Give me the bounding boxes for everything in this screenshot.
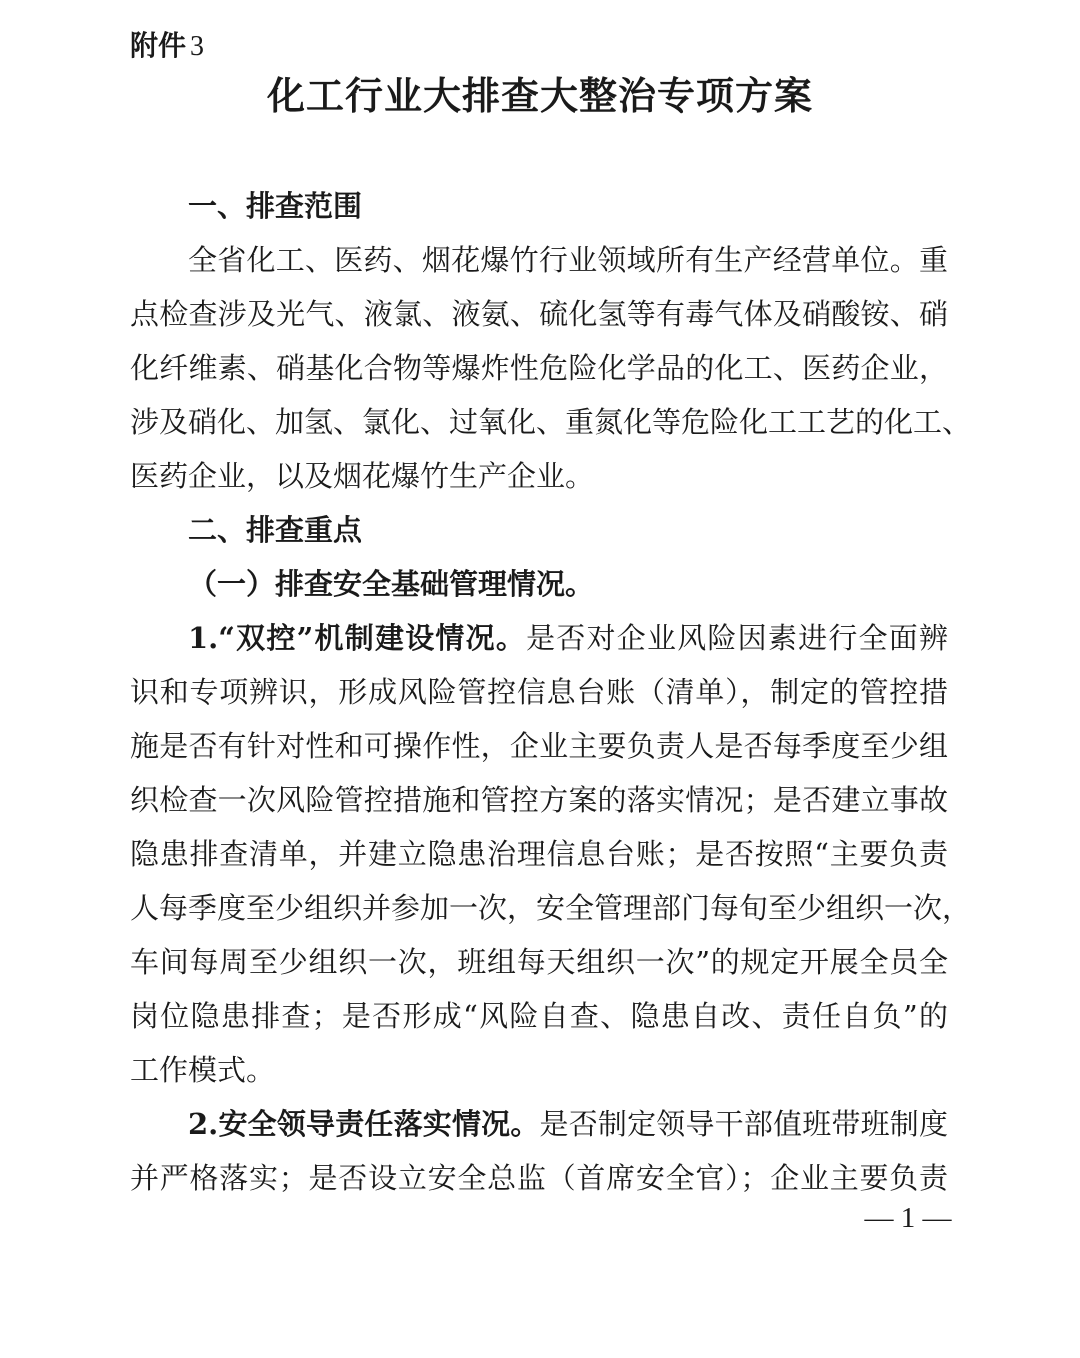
attachment-number: 3 [190,31,205,62]
section-heading-focus: 二、排查重点 [188,513,363,547]
attachment-label [130,28,204,65]
item-first-line [188,618,948,658]
subsection-heading: （一）排查安全基础管理情况。 [188,567,595,601]
paragraph-line: 车间每周至少组织一次，班组每天组织一次”的规定开展全员全 [130,945,948,979]
paragraph-line: 涉及硝化、加氢、氯化、过氧化、重氮化等危险化工工艺的化工、 [130,405,972,439]
paragraph-line: 医药企业，以及烟花爆竹生产企业。 [130,459,595,493]
item-text: 是否制定领导干部值班带班制度 [539,1107,948,1141]
paragraph-line: 识和专项辨识，形成风险管控信息台账（清单），制定的管控措 [130,675,948,709]
paragraph-line: 施是否有针对性和可操作性，企业主要负责人是否每季度至少组 [130,729,948,763]
paragraph-line: 织检查一次风险管控措施和管控方案的落实情况；是否建立事故 [130,783,948,817]
paragraph-line: 工作模式。 [130,1053,276,1087]
document-title: 化工行业大排查大整治专项方案 [266,74,813,118]
attachment-word: 附件 [130,29,187,62]
section-heading-scope: 一、排查范围 [188,189,363,223]
paragraph-line: 点检查涉及光气、液氯、液氨、硫化氢等有毒气体及硝酸铵、硝 [130,297,948,331]
item-first-line [188,1104,948,1144]
page-number: — 1 — [864,1202,952,1234]
paragraph-line: 隐患排查清单，并建立隐患治理信息台账；是否按照“主要负责 [130,837,948,871]
item-title: 1.“双控”机制建设情况。 [188,621,527,655]
item-text: 是否对企业风险因素进行全面辨 [526,621,948,655]
paragraph-line: 岗位隐患排查；是否形成“风险自查、隐患自改、责任自负”的 [130,999,948,1033]
paragraph-line: 化纤维素、硝基化合物等爆炸性危险化学品的化工、医药企业， [130,351,948,385]
paragraph-line: 全省化工、医药、烟花爆竹行业领域所有生产经营单位。重 [188,243,948,277]
item-title: 2.安全领导责任落实情况。 [188,1107,540,1141]
paragraph-line: 人每季度至少组织并参加一次，安全管理部门每旬至少组织一次， [130,891,972,925]
paragraph-line: 并严格落实；是否设立安全总监（首席安全官）；企业主要负责 [130,1161,948,1195]
